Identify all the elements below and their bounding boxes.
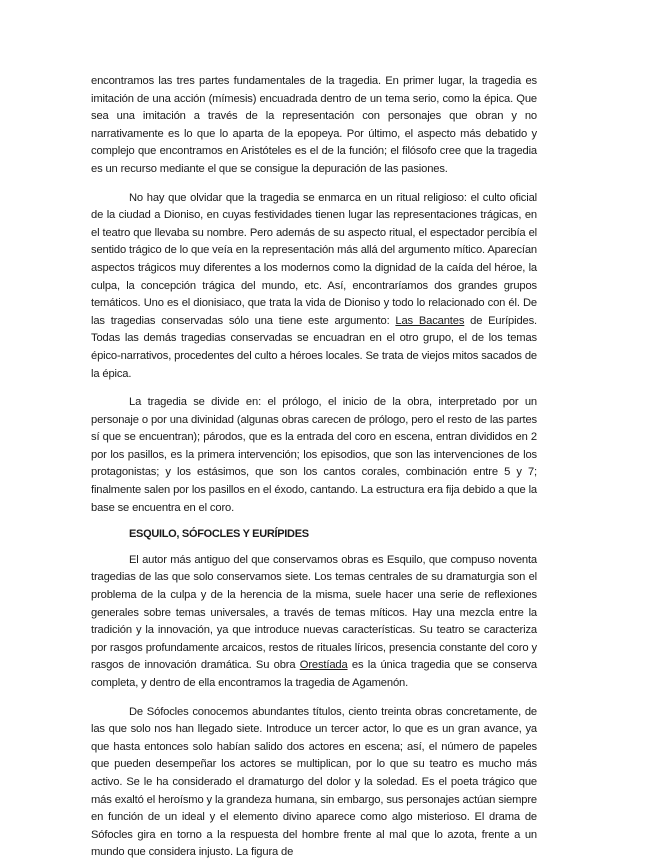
paragraph-text: es la única tragedia que se conserva completa, y dentro de ella encontramos la tragedia de Agamenón. (91, 659, 537, 689)
paragraph-text: encontramos las tres partes fundamentales de la tragedia. En primer lugar, la tragedia es imitación de una acción (mímesis) encuadrada dentro de un tema serio, como la épica. Que sea una imitación a través de la representación con personajes que obran y no narrativamente es lo que lo aparta de la epopeya. Por último, el aspecto más debatido y complejo que encontramos en Aristóteles es el de la función; el filósofo cree que la tragedia es un recurso mediante el que se consigue la depuración de las pasiones. (91, 75, 537, 175)
paragraph-text: El autor más antiguo del que conservamos obras es Esquilo, que compuso noventa tragedias de las que solo conservamos siete. Los temas centrales de su dramaturgia son el problema de la culpa y de la herencia de la misma, suele hacer una serie de reflexiones generales sobre temas universales, a través de temas míticos. Hay una mezcla entre la tradición y la innovación, ya que introduce nuevas características. Su teatro se caracteriza por rasgos profundamente arcaicos, restos de rituales líricos, presencia constante del coro y rasgos de innovación dramática. Su obra (91, 553, 537, 672)
paragraph-text: No hay que olvidar que la tragedia se enmarca en un ritual religioso: el culto oficial de la ciudad a Dioniso, en cuyas festividades tienen lugar las representaciones trágicas, en el teatro que llevaba su nombre. Pero además de su aspecto ritual, el espectador percibía el sentido trágico de lo que veía en la representación más allá del argumento mítico. Aparecían aspectos trágicos muy diferentes a los modernos como la dignidad de la caída del héroe, la culpa, la concepción trágica del mundo, etc. Así, encontraríamos dos grandes grupos temáticos. Uno es el dionisiaco, que trata la vida de Dioniso y todo lo relacionado con él. De las tragedias conservadas sólo una tiene este argumento: (91, 191, 537, 327)
orestiada-link[interactable]: Orestíada (299, 659, 348, 672)
las-bacantes-link[interactable]: Las Bacantes (395, 314, 465, 327)
paragraph-text: La tragedia se divide en: el prólogo, el inicio de la obra, interpretado por un personaje o por una divinidad (algunas obras carecen de prólogo, pero el resto de las partes sí que se encuentran); párodos, que es la entrada del coro en escena, entran divididos en 2 por los pasillos, es la primera intervención; los episodios, que son las intervenciones de los protagonistas; y los estásimos, que son los cantos corales, combinación entre 5 y 7; finalmente salen por los pasillos en el éxodo, cantando. La estructura era fija debido a que la base se encuentra en el coro. (91, 396, 537, 514)
paragraph-aristotle-tragedy (91, 73, 537, 179)
paragraph-ritual-religioso (91, 190, 537, 384)
document-body (91, 73, 537, 862)
paragraph-esquilo (91, 552, 537, 693)
paragraph-text: De Sófocles conocemos abundantes títulos, ciento treinta obras concretamente, de las que solo nos han llegado siete. Introduce un tercer actor, lo que es un gran avance, ya que hasta entonces solo habían salido dos actores en escena; así, el número de papeles que pueden desempeñar los actores se multiplican, por lo que su teatro es mucho más activo. Se le ha considerado el dramaturgo del dolor y la soledad. Es el poeta trágico que más exaltó el heroísmo y la grandeza humana, sin embargo, sus personajes actúan siempre en función de un ideal y el elemento divino aparece como algo misterioso. El drama de Sófocles gira en torno a la respuesta del hombre frente al mal que lo azota, frente a un mundo que considera injusto. La figura de (91, 705, 537, 859)
section-heading: ESQUILO, SÓFOCLES Y EURÍPIDES (129, 528, 309, 541)
paragraph-sofocles (91, 704, 537, 862)
paragraph-partes-tragedia (91, 394, 537, 517)
paragraph-text: de Eurípides. Todas las demás tragedias conservadas se encuadran en el otro grupo, el de los temas épico-narrativos, procedentes del culto a héroes locales. Se trata de viejos mitos sacados de la épica. (91, 314, 537, 380)
